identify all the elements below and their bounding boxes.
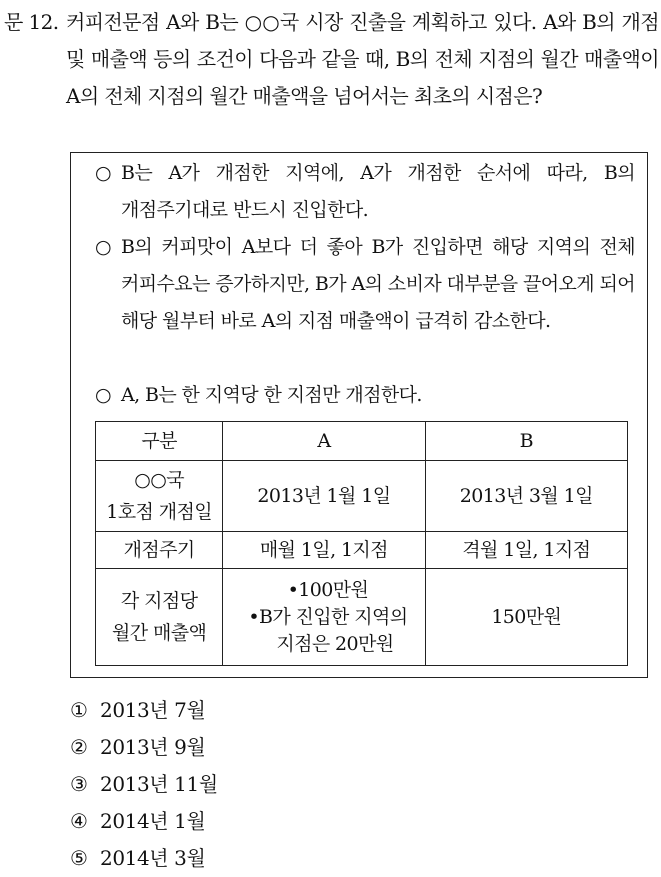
option-number: ④ xyxy=(70,809,88,833)
answer-option-4[interactable] xyxy=(70,803,218,840)
option-number: ① xyxy=(70,698,88,722)
table-row xyxy=(96,532,628,569)
table-header-a: A xyxy=(223,422,425,461)
option-number: ② xyxy=(70,735,88,759)
table-row xyxy=(96,422,628,461)
answer-option-1[interactable] xyxy=(70,692,218,729)
question-number: 문 12. xyxy=(4,10,59,34)
option-number: ⑤ xyxy=(70,846,88,870)
condition-text: B는 A가 개점한 지역에, A가 개점한 순서에 따라, B의 개점주기대로 반드시 진입한다. xyxy=(121,162,635,221)
cell-a-sales xyxy=(223,569,425,666)
row-label-line: ○○국 xyxy=(134,469,184,491)
option-text: 2013년 9월 xyxy=(100,735,206,759)
answer-option-2[interactable] xyxy=(70,729,218,766)
cell-a-opening: 2013년 1월 1일 xyxy=(223,461,425,532)
circle-bullet-icon: ○ xyxy=(95,384,111,406)
question-header xyxy=(4,4,659,115)
condition-item xyxy=(95,155,635,229)
answer-option-5[interactable] xyxy=(70,840,218,877)
cell-b-opening: 2013년 3월 1일 xyxy=(425,461,627,532)
sales-bullet-continuation: 지점은 20만원 xyxy=(276,632,394,655)
answer-options xyxy=(70,692,218,877)
row-label-line: 각 지점당 xyxy=(120,590,198,612)
row-label-sales xyxy=(96,569,223,666)
table-header-label: 구분 xyxy=(96,422,223,461)
row-label-cycle: 개점주기 xyxy=(96,532,223,569)
row-label-line: 월간 매출액 xyxy=(112,622,207,644)
comparison-table xyxy=(95,421,628,666)
circle-bullet-icon: ○ xyxy=(95,162,111,184)
cell-b-sales: 150만원 xyxy=(425,569,627,666)
cell-b-cycle: 격월 1일, 1지점 xyxy=(425,532,627,569)
option-text: 2014년 1월 xyxy=(100,809,206,833)
condition-item xyxy=(95,377,635,414)
table-row xyxy=(96,569,628,666)
table-header-b: B xyxy=(425,422,627,461)
table-row xyxy=(96,461,628,532)
cell-a-cycle: 매월 1일, 1지점 xyxy=(223,532,425,569)
circle-bullet-icon: ○ xyxy=(95,236,111,258)
condition-text: B의 커피맛이 A보다 더 좋아 B가 진입하면 해당 지역의 전체 커피수요는 증가하지만, B가 A의 소비자 대부분을 끌어오게 되어 해당 월부터 바로 A의 지점 매출액이 급격히 감소한다. xyxy=(121,236,635,332)
condition-text: A, B는 한 지역당 한 지점만 개점한다. xyxy=(121,384,422,406)
row-label-line: 1호점 개점일 xyxy=(106,501,212,523)
condition-item xyxy=(95,229,635,340)
option-text: 2013년 7월 xyxy=(100,698,206,722)
question-text: 커피전문점 A와 B는 ○○국 시장 진출을 계획하고 있다. A와 B의 개점 및 매출액 등의 조건이 다음과 같을 때, B의 전체 지점의 월간 매출액이 A의 전체 지점의 월간 매출액을 넘어서는 최초의 시점은? xyxy=(66,10,659,108)
row-label-opening xyxy=(96,461,223,532)
answer-option-3[interactable] xyxy=(70,766,218,803)
sales-bullet-line: •B가 진입한 지역의 xyxy=(248,605,408,628)
conditions-box xyxy=(70,152,648,678)
option-text: 2014년 3월 xyxy=(100,846,206,870)
sales-bullet-line: •100만원 xyxy=(287,578,369,601)
option-text: 2013년 11월 xyxy=(100,772,218,796)
option-number: ③ xyxy=(70,772,88,796)
